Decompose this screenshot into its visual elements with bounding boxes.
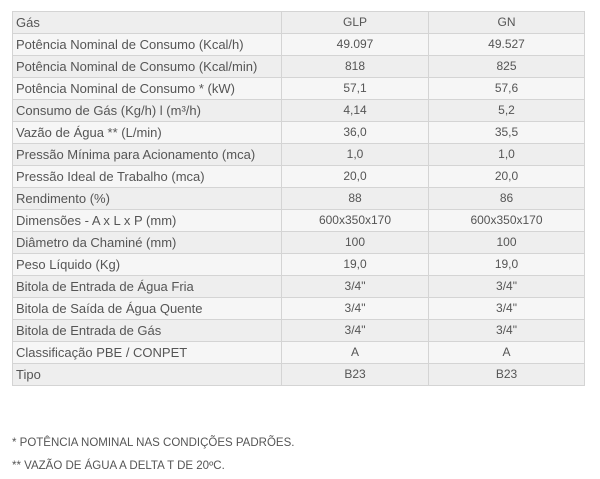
row-label: Consumo de Gás (Kg/h) l (m³/h) [13, 100, 282, 122]
row-gn-value: 1,0 [429, 144, 585, 166]
row-label: Bitola de Entrada de Gás [13, 320, 282, 342]
header-glp-cell: GLP [282, 12, 429, 34]
row-glp-value: 49.097 [282, 34, 429, 56]
table-row [13, 56, 585, 78]
row-label: Potência Nominal de Consumo * (kW) [13, 78, 282, 100]
table-row [13, 254, 585, 276]
row-label: Bitola de Entrada de Água Fria [13, 276, 282, 298]
row-gn-value: 20,0 [429, 166, 585, 188]
row-label: Bitola de Saída de Água Quente [13, 298, 282, 320]
row-glp-value: 3/4" [282, 320, 429, 342]
row-glp-value: 57,1 [282, 78, 429, 100]
header-label-cell: Gás [13, 12, 282, 34]
row-glp-value: 36,0 [282, 122, 429, 144]
table-row [13, 276, 585, 298]
row-gn-value: 86 [429, 188, 585, 210]
row-gn-value: 3/4" [429, 276, 585, 298]
row-glp-value: 88 [282, 188, 429, 210]
table-row [13, 188, 585, 210]
table-row [13, 78, 585, 100]
table-row [13, 232, 585, 254]
table-header-row [13, 12, 585, 34]
table-row [13, 144, 585, 166]
table-row [13, 320, 585, 342]
row-label: Pressão Ideal de Trabalho (mca) [13, 166, 282, 188]
row-label: Peso Líquido (Kg) [13, 254, 282, 276]
row-label: Diâmetro da Chaminé (mm) [13, 232, 282, 254]
footnotes [12, 432, 294, 478]
spec-table [12, 11, 585, 386]
row-glp-value: 818 [282, 56, 429, 78]
table-row [13, 34, 585, 56]
table-row [13, 298, 585, 320]
row-glp-value: 100 [282, 232, 429, 254]
row-label: Tipo [13, 364, 282, 386]
row-gn-value: 57,6 [429, 78, 585, 100]
row-gn-value: 35,5 [429, 122, 585, 144]
row-gn-value: 5,2 [429, 100, 585, 122]
row-gn-value: 825 [429, 56, 585, 78]
row-gn-value: 3/4" [429, 320, 585, 342]
table-row [13, 210, 585, 232]
row-glp-value: 20,0 [282, 166, 429, 188]
header-gn-cell: GN [429, 12, 585, 34]
row-gn-value: 3/4" [429, 298, 585, 320]
row-label: Potência Nominal de Consumo (Kcal/min) [13, 56, 282, 78]
row-label: Dimensões - A x L x P (mm) [13, 210, 282, 232]
row-glp-value: 19,0 [282, 254, 429, 276]
footnote-water-flow: ** VAZÃO DE ÁGUA A DELTA T DE 20ºC. [12, 460, 225, 472]
row-glp-value: 3/4" [282, 298, 429, 320]
table-row [13, 364, 585, 386]
row-label: Potência Nominal de Consumo (Kcal/h) [13, 34, 282, 56]
footnote-nominal-power: * POTÊNCIA NOMINAL NAS CONDIÇÕES PADRÕES. [12, 437, 295, 449]
row-gn-value: B23 [429, 364, 585, 386]
row-glp-value: B23 [282, 364, 429, 386]
row-glp-value: 4,14 [282, 100, 429, 122]
row-gn-value: 49.527 [429, 34, 585, 56]
row-glp-value: 3/4" [282, 276, 429, 298]
table-row [13, 122, 585, 144]
table-row [13, 100, 585, 122]
row-gn-value: 100 [429, 232, 585, 254]
row-gn-value: 600x350x170 [429, 210, 585, 232]
row-glp-value: 600x350x170 [282, 210, 429, 232]
row-glp-value: 1,0 [282, 144, 429, 166]
row-label: Pressão Mínima para Acionamento (mca) [13, 144, 282, 166]
table-row [13, 166, 585, 188]
row-gn-value: A [429, 342, 585, 364]
row-label: Vazão de Água ** (L/min) [13, 122, 282, 144]
row-label: Classificação PBE / CONPET [13, 342, 282, 364]
row-label: Rendimento (%) [13, 188, 282, 210]
table-row [13, 342, 585, 364]
row-glp-value: A [282, 342, 429, 364]
row-gn-value: 19,0 [429, 254, 585, 276]
